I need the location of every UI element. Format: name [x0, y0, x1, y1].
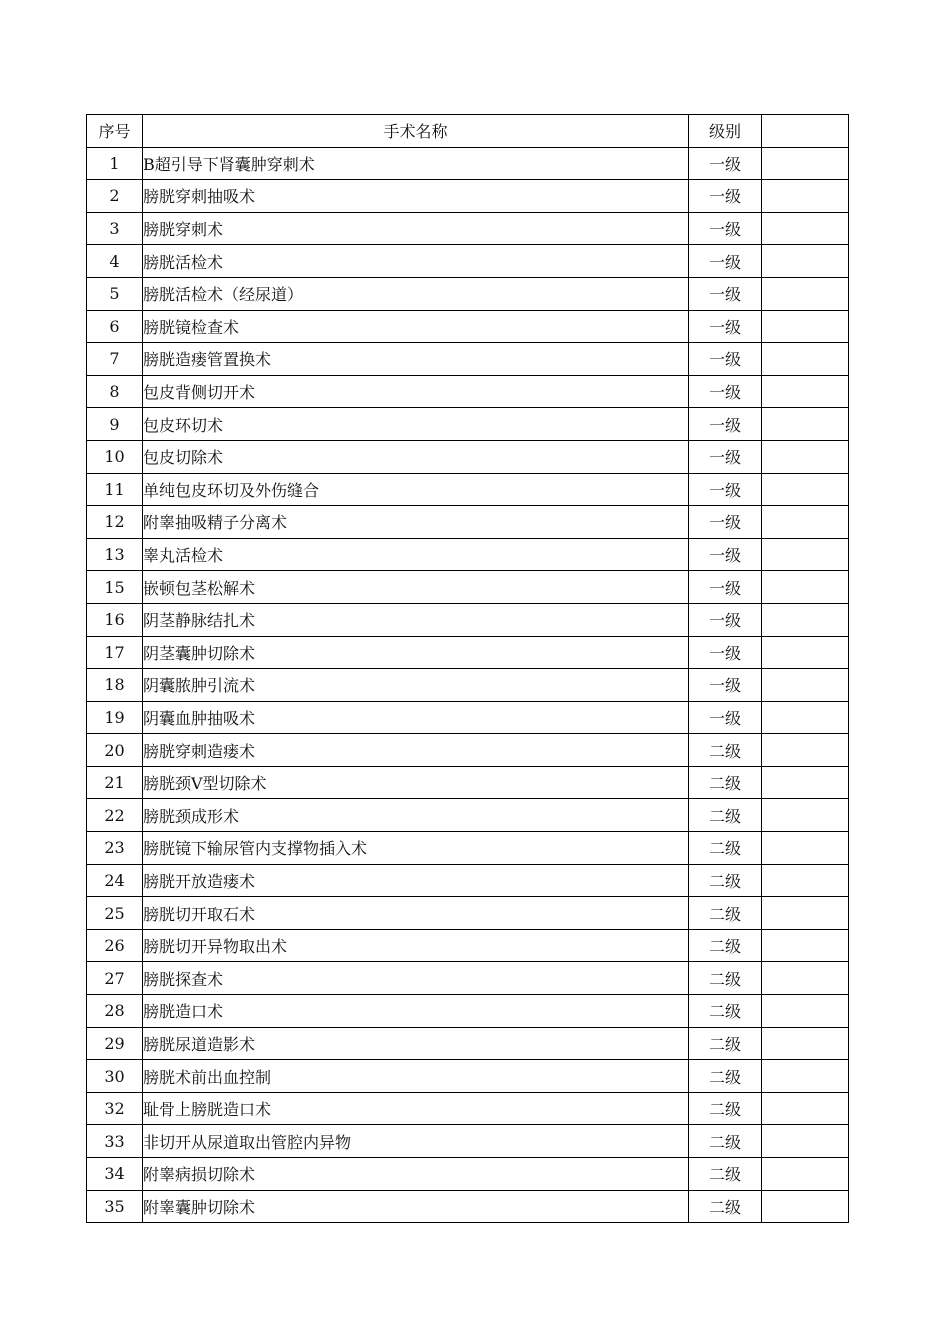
cell-serial-number: 10: [87, 440, 143, 473]
cell-level: 二级: [689, 766, 762, 799]
cell-extra: [762, 571, 849, 604]
cell-serial-number: 19: [87, 701, 143, 734]
cell-serial-number: 12: [87, 506, 143, 539]
cell-surgery-name: 膀胱造口术: [143, 995, 689, 1028]
cell-surgery-name: 附睾病损切除术: [143, 1158, 689, 1191]
cell-extra: [762, 864, 849, 897]
cell-surgery-name: 阴茎囊肿切除术: [143, 636, 689, 669]
cell-surgery-name: 膀胱颈V型切除术: [143, 766, 689, 799]
table-row: [87, 571, 849, 604]
cell-surgery-name: 膀胱探查术: [143, 962, 689, 995]
cell-serial-number: 15: [87, 571, 143, 604]
cell-level: 二级: [689, 995, 762, 1028]
cell-surgery-name: 膀胱颈成形术: [143, 799, 689, 832]
cell-serial-number: 18: [87, 669, 143, 702]
cell-surgery-name: 非切开从尿道取出管腔内异物: [143, 1125, 689, 1158]
surgery-table: [86, 114, 849, 1223]
cell-extra: [762, 832, 849, 865]
cell-serial-number: 9: [87, 408, 143, 441]
cell-serial-number: 28: [87, 995, 143, 1028]
cell-serial-number: 4: [87, 245, 143, 278]
cell-extra: [762, 962, 849, 995]
cell-level: 二级: [689, 1158, 762, 1191]
cell-extra: [762, 277, 849, 310]
cell-surgery-name: 阴囊脓肿引流术: [143, 669, 689, 702]
table-row: [87, 962, 849, 995]
table-row: [87, 180, 849, 213]
table-row: [87, 506, 849, 539]
cell-serial-number: 5: [87, 277, 143, 310]
cell-serial-number: 30: [87, 1060, 143, 1093]
table-row: [87, 1190, 849, 1223]
cell-extra: [762, 1092, 849, 1125]
cell-serial-number: 20: [87, 734, 143, 767]
cell-surgery-name: 膀胱活检术（经尿道）: [143, 277, 689, 310]
table-header-row: [87, 115, 849, 148]
cell-serial-number: 8: [87, 375, 143, 408]
table-row: [87, 669, 849, 702]
header-level: 级别: [689, 115, 762, 148]
table-row: [87, 245, 849, 278]
cell-extra: [762, 538, 849, 571]
cell-level: 一级: [689, 603, 762, 636]
cell-level: 二级: [689, 1125, 762, 1158]
cell-surgery-name: 膀胱穿刺造瘘术: [143, 734, 689, 767]
cell-level: 一级: [689, 343, 762, 376]
cell-serial-number: 13: [87, 538, 143, 571]
cell-extra: [762, 408, 849, 441]
cell-surgery-name: 膀胱镜检查术: [143, 310, 689, 343]
cell-level: 二级: [689, 1060, 762, 1093]
cell-serial-number: 11: [87, 473, 143, 506]
cell-extra: [762, 1027, 849, 1060]
cell-extra: [762, 701, 849, 734]
table-row: [87, 538, 849, 571]
cell-extra: [762, 506, 849, 539]
cell-level: 一级: [689, 701, 762, 734]
cell-level: 一级: [689, 571, 762, 604]
cell-extra: [762, 440, 849, 473]
cell-surgery-name: 包皮环切术: [143, 408, 689, 441]
cell-surgery-name: 膀胱穿刺术: [143, 212, 689, 245]
cell-serial-number: 21: [87, 766, 143, 799]
cell-surgery-name: 膀胱造瘘管置换术: [143, 343, 689, 376]
cell-level: 二级: [689, 1027, 762, 1060]
cell-surgery-name: 膀胱尿道造影术: [143, 1027, 689, 1060]
cell-extra: [762, 310, 849, 343]
cell-level: 二级: [689, 832, 762, 865]
cell-serial-number: 17: [87, 636, 143, 669]
table-row: [87, 1027, 849, 1060]
cell-serial-number: 35: [87, 1190, 143, 1223]
cell-surgery-name: 膀胱镜下输尿管内支撑物插入术: [143, 832, 689, 865]
cell-serial-number: 32: [87, 1092, 143, 1125]
cell-serial-number: 6: [87, 310, 143, 343]
cell-surgery-name: B超引导下肾囊肿穿刺术: [143, 147, 689, 180]
cell-surgery-name: 膀胱开放造瘘术: [143, 864, 689, 897]
cell-surgery-name: 膀胱穿刺抽吸术: [143, 180, 689, 213]
table-row: [87, 636, 849, 669]
cell-serial-number: 1: [87, 147, 143, 180]
cell-extra: [762, 766, 849, 799]
cell-surgery-name: 膀胱活检术: [143, 245, 689, 278]
cell-level: 二级: [689, 929, 762, 962]
cell-level: 一级: [689, 538, 762, 571]
cell-surgery-name: 附睾抽吸精子分离术: [143, 506, 689, 539]
table-row: [87, 766, 849, 799]
cell-level: 二级: [689, 962, 762, 995]
cell-level: 一级: [689, 473, 762, 506]
cell-level: 一级: [689, 212, 762, 245]
cell-level: 二级: [689, 1190, 762, 1223]
table-row: [87, 1092, 849, 1125]
cell-surgery-name: 包皮切除术: [143, 440, 689, 473]
table-row: [87, 864, 849, 897]
cell-surgery-name: 膀胱切开异物取出术: [143, 929, 689, 962]
cell-serial-number: 2: [87, 180, 143, 213]
cell-level: 一级: [689, 310, 762, 343]
cell-extra: [762, 245, 849, 278]
cell-level: 一级: [689, 408, 762, 441]
table-row: [87, 147, 849, 180]
cell-extra: [762, 897, 849, 930]
cell-level: 二级: [689, 734, 762, 767]
cell-level: 一级: [689, 440, 762, 473]
cell-extra: [762, 995, 849, 1028]
cell-level: 二级: [689, 1092, 762, 1125]
cell-surgery-name: 附睾囊肿切除术: [143, 1190, 689, 1223]
cell-serial-number: 7: [87, 343, 143, 376]
cell-extra: [762, 1158, 849, 1191]
cell-extra: [762, 929, 849, 962]
table-row: [87, 832, 849, 865]
table-row: [87, 1125, 849, 1158]
cell-serial-number: 26: [87, 929, 143, 962]
table-row: [87, 408, 849, 441]
cell-surgery-name: 包皮背侧切开术: [143, 375, 689, 408]
cell-extra: [762, 1125, 849, 1158]
table-row: [87, 929, 849, 962]
table-row: [87, 343, 849, 376]
cell-level: 一级: [689, 636, 762, 669]
header-surgery-name: 手术名称: [143, 115, 689, 148]
cell-level: 一级: [689, 245, 762, 278]
cell-serial-number: 22: [87, 799, 143, 832]
cell-extra: [762, 603, 849, 636]
cell-level: 一级: [689, 669, 762, 702]
table-row: [87, 1060, 849, 1093]
cell-level: 一级: [689, 180, 762, 213]
cell-surgery-name: 阴囊血肿抽吸术: [143, 701, 689, 734]
cell-level: 二级: [689, 897, 762, 930]
cell-serial-number: 3: [87, 212, 143, 245]
table-row: [87, 995, 849, 1028]
cell-extra: [762, 1060, 849, 1093]
table-row: [87, 701, 849, 734]
table-row: [87, 1158, 849, 1191]
cell-level: 一级: [689, 277, 762, 310]
cell-level: 一级: [689, 147, 762, 180]
table-row: [87, 799, 849, 832]
table-row: [87, 310, 849, 343]
cell-serial-number: 33: [87, 1125, 143, 1158]
cell-extra: [762, 799, 849, 832]
cell-serial-number: 29: [87, 1027, 143, 1060]
table-row: [87, 277, 849, 310]
cell-extra: [762, 734, 849, 767]
cell-extra: [762, 147, 849, 180]
cell-extra: [762, 669, 849, 702]
cell-serial-number: 25: [87, 897, 143, 930]
cell-serial-number: 27: [87, 962, 143, 995]
cell-serial-number: 23: [87, 832, 143, 865]
cell-level: 一级: [689, 506, 762, 539]
table-row: [87, 603, 849, 636]
cell-extra: [762, 375, 849, 408]
cell-surgery-name: 膀胱切开取石术: [143, 897, 689, 930]
header-serial-number: 序号: [87, 115, 143, 148]
cell-level: 二级: [689, 799, 762, 832]
cell-extra: [762, 180, 849, 213]
cell-extra: [762, 473, 849, 506]
cell-extra: [762, 343, 849, 376]
cell-surgery-name: 睾丸活检术: [143, 538, 689, 571]
cell-level: 一级: [689, 375, 762, 408]
table-row: [87, 375, 849, 408]
table-row: [87, 734, 849, 767]
header-extra: [762, 115, 849, 148]
cell-surgery-name: 嵌顿包茎松解术: [143, 571, 689, 604]
cell-extra: [762, 1190, 849, 1223]
cell-surgery-name: 阴茎静脉结扎术: [143, 603, 689, 636]
cell-serial-number: 24: [87, 864, 143, 897]
cell-extra: [762, 636, 849, 669]
cell-level: 二级: [689, 864, 762, 897]
cell-serial-number: 34: [87, 1158, 143, 1191]
table-row: [87, 897, 849, 930]
cell-serial-number: 16: [87, 603, 143, 636]
cell-extra: [762, 212, 849, 245]
table-row: [87, 440, 849, 473]
cell-surgery-name: 单纯包皮环切及外伤缝合: [143, 473, 689, 506]
cell-surgery-name: 耻骨上膀胱造口术: [143, 1092, 689, 1125]
table-row: [87, 212, 849, 245]
table-row: [87, 473, 849, 506]
cell-surgery-name: 膀胱术前出血控制: [143, 1060, 689, 1093]
